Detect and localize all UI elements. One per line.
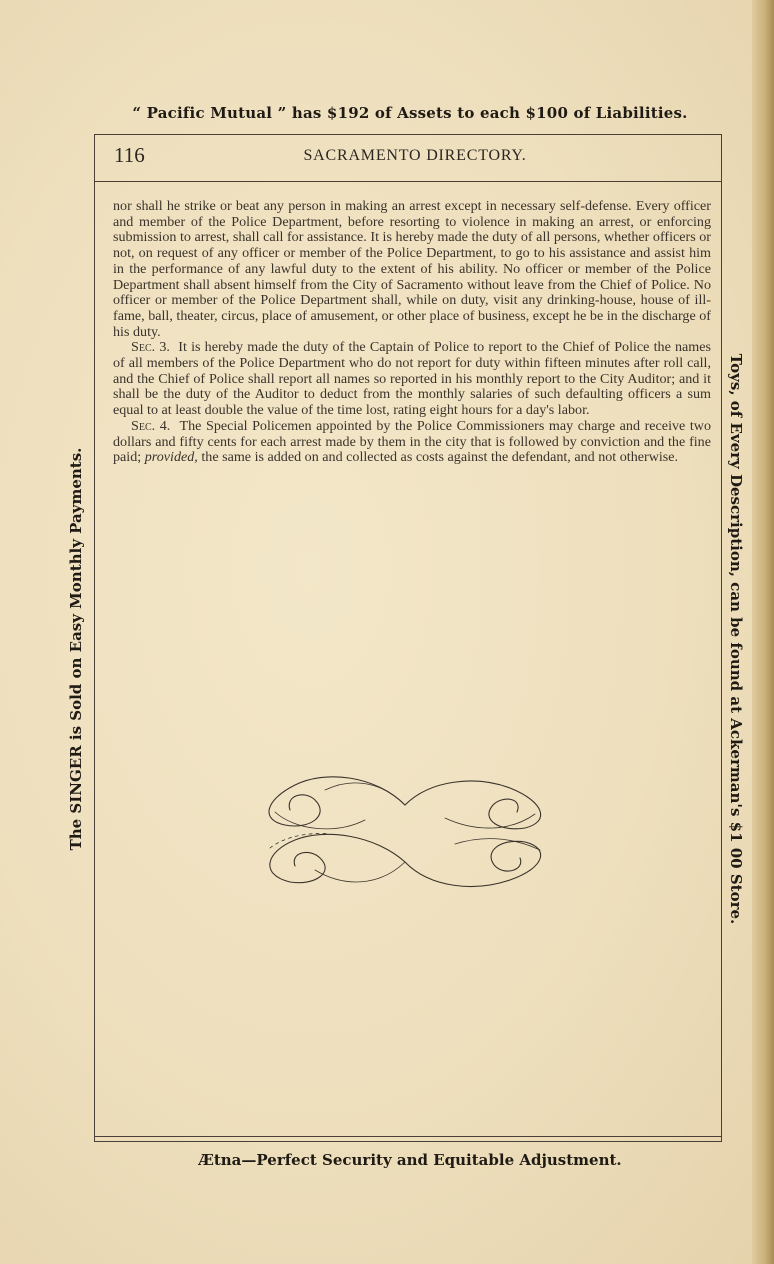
top-advertisement: “ Pacific Mutual ” has $192 of Assets to each $100 of Liabilities. [132,104,688,122]
footer-rule [94,1136,722,1137]
flourish-ornament [255,770,555,890]
section-4 [113,419,711,466]
page-edge [752,0,774,1264]
running-head: SACRAMENTO DIRECTORY. [303,147,527,164]
bottom-advertisement: Ætna—Perfect Security and Equitable Adjustment. [198,1151,622,1169]
section-3 [113,340,711,419]
body-text [113,199,711,466]
section-4-text-a: The Special Policemen appointed by the Police Commissioners may charge and receive two dollars and fifty cents for each arrest made by them in the city that is followed by conviction and the fine paid; [113,417,712,466]
section-4-label: Sec. 4. [131,417,171,434]
right-margin-advertisement: Toys, of Every Description, can be found at Ackerman's $1 00 Store. [727,353,745,925]
section-3-text: It is hereby made the duty of the Captain of Police to report to the Chief of Police the names of all members of the Police Department who do not report for duty within fifteen minutes after roll call, and the Chief of Police shall report all names so reported in his monthly report to the City Auditor; and it shall be the duty of the Auditor to deduct from the monthly salaries of such defaulting officers a sum equal to at least double the value of the time lost, rating eight hours for a day's labor. [113,339,712,419]
section-4-text-b: the same is added on and collected as costs against the defendant, and not otherwise. [201,449,679,466]
section-3-label: Sec. 3. [131,339,170,356]
section-4-italic: provided, [144,449,198,466]
page-number: 116 [114,143,145,167]
left-margin-advertisement: The SINGER is Sold on Easy Monthly Payments. [67,447,85,851]
header-rule [94,181,722,182]
paragraph-continuation: nor shall he strike or beat any person in making an arrest except in necessary self-defense. Every officer and member of the Police Department, before resorting to violence in making an arrest, or enforcing submission to arrest, shall call for assistance. It is hereby made the duty of all persons, whether officers or not, on request of any officer or member of the Police Department, to go to his assistance and assist him in the performance of any lawful duty to the extent of his ability. No officer or member of the Police Department shall absent himself from the City of Sacramento without leave from the Chief of Police. No officer or member of the Police Department shall, while on duty, visit any drinking-house, house of ill-fame, ball, theater, circus, place of amusement, or other place of business, except he be in the discharge of his duty. [113,198,711,340]
